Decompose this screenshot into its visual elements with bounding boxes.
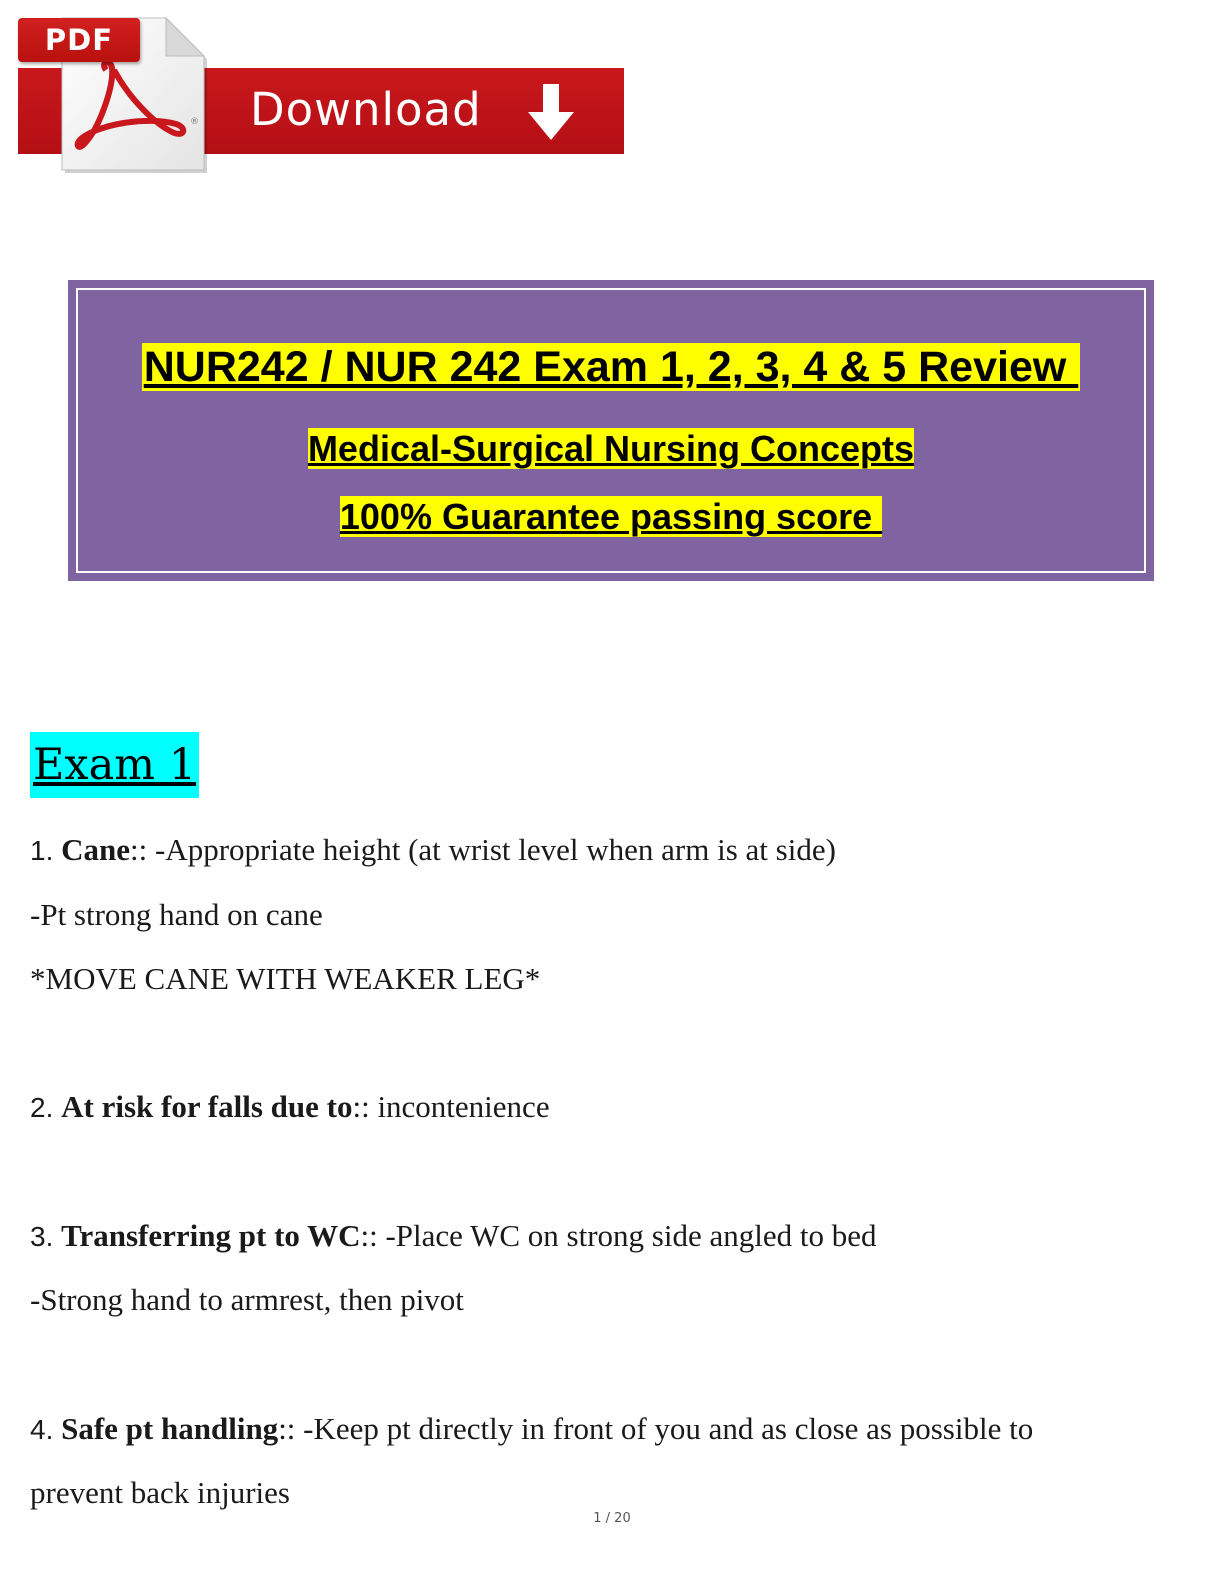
list-item: [30, 1216, 876, 1257]
list-item-continuation: [30, 895, 323, 935]
download-arrow-icon[interactable]: [526, 82, 576, 144]
title-box-border: [76, 288, 1146, 573]
document-title: NUR242 / NUR 242 Exam 1, 2, 3, 4 & 5 Review: [143, 343, 1079, 391]
pdf-tag-label: PDF: [44, 23, 114, 57]
svg-text:®: ®: [190, 117, 199, 127]
item-term: Cane: [61, 832, 130, 867]
list-item: [30, 1409, 1033, 1450]
item-separator: ::: [352, 1089, 378, 1124]
list-item-continuation: [30, 959, 540, 999]
pdf-download-banner[interactable]: [18, 6, 626, 174]
item-number: 1.: [30, 835, 54, 866]
list-item: [30, 830, 836, 871]
title-line-1: [78, 342, 1144, 392]
title-box: [68, 280, 1154, 581]
item-term: At risk for falls due to: [61, 1089, 353, 1124]
pdf-tag: [18, 18, 140, 62]
title-line-3: [78, 496, 1144, 538]
list-item-continuation: [30, 1473, 290, 1513]
item-text: -Pt strong hand on cane: [30, 897, 323, 932]
item-text: -Strong hand to armrest, then pivot: [30, 1282, 464, 1317]
item-separator: ::: [278, 1411, 304, 1446]
item-term: Transferring pt to WC: [61, 1218, 361, 1253]
item-text: incontenience: [377, 1089, 550, 1124]
item-number: 2.: [30, 1092, 54, 1123]
item-text: -Keep pt directly in front of you and as close as possible to: [303, 1411, 1034, 1446]
item-text: -Appropriate height (at wrist level when arm is at side): [154, 832, 836, 867]
item-text: prevent back injuries: [30, 1475, 290, 1510]
list-item: [30, 1087, 550, 1128]
item-number: 3.: [30, 1221, 54, 1252]
document-subtitle: Medical-Surgical Nursing Concepts: [307, 428, 915, 469]
item-separator: ::: [130, 832, 155, 867]
document-tagline: 100% Guarantee passing score: [339, 496, 883, 537]
item-separator: ::: [360, 1218, 386, 1253]
item-number: 4.: [30, 1414, 54, 1445]
item-term: Safe pt handling: [61, 1411, 279, 1446]
list-item-continuation: [30, 1280, 464, 1320]
item-text: *MOVE CANE WITH WEAKER LEG*: [30, 961, 541, 996]
item-text: -Place WC on strong side angled to bed: [385, 1218, 877, 1253]
download-label[interactable]: Download: [250, 83, 482, 136]
page-number: 1 / 20: [593, 1511, 631, 1526]
title-line-2: [78, 428, 1144, 470]
exam-heading: Exam 1: [30, 732, 199, 798]
